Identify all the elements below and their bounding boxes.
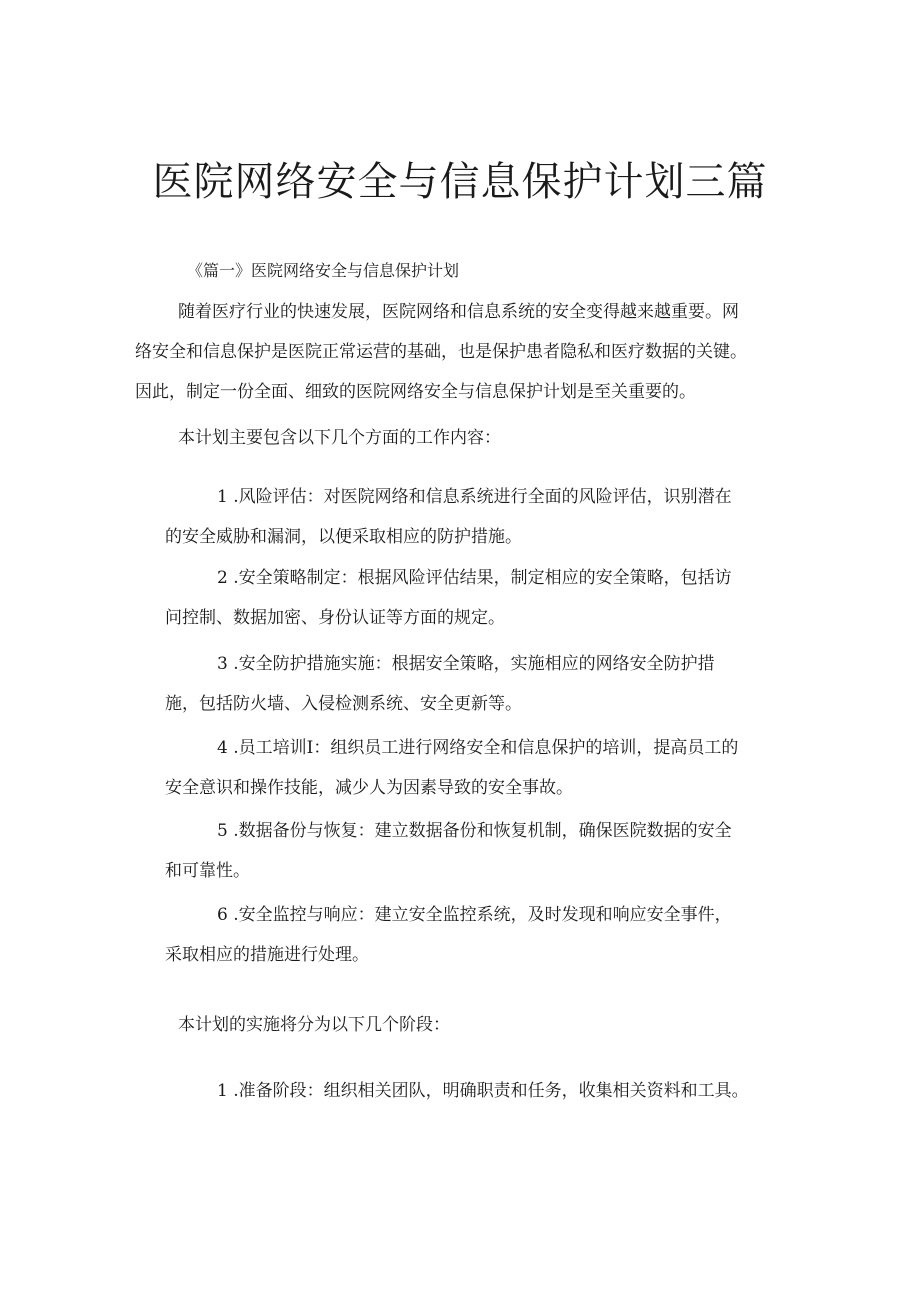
list-item-backup-recovery: 5 .数据备份与恢复：建立数据备份和恢复机制，确保医院数据的安全 (217, 821, 732, 841)
list-item-security-policy-cont: 问控制、数据加密、身份认证等方面的规定。 (165, 608, 505, 628)
phases-intro: 本计划的实施将分为以下几个阶段： (178, 1015, 450, 1035)
section-heading: 《篇一》医院网络安全与信息保护计划 (187, 261, 460, 280)
scope-intro: 本计划主要包含以下几个方面的工作内容： (178, 428, 501, 448)
intro-paragraph-line: 因此，制定一份全面、细致的医院网络安全与信息保护计划是至关重要的。 (135, 382, 696, 402)
list-item-staff-training-cont: 安全意识和操作技能，减少人为因素导致的安全事故。 (165, 778, 573, 798)
list-item-monitoring-response: 6 .安全监控与响应：建立安全监控系统，及时发现和响应安全事件， (217, 905, 732, 925)
list-item-risk-assessment-cont: 的安全威胁和漏洞，以便采取相应的防护措施。 (165, 527, 522, 547)
intro-paragraph-line: 随着医疗行业的快速发展，医院网络和信息系统的安全变得越来越重要。网 (178, 302, 739, 322)
document-title: 医院网络安全与信息保护计划三篇 (152, 159, 768, 205)
list-item-monitoring-response-cont: 采取相应的措施进行处理。 (165, 945, 369, 965)
list-item-backup-recovery-cont: 和可靠性。 (165, 861, 250, 881)
intro-paragraph-line: 络安全和信息保护是医院正常运营的基础，也是保护患者隐私和医疗数据的关键。 (135, 342, 747, 362)
list-item-security-policy: 2 .安全策略制定：根据风险评估结果，制定相应的安全策略，包括访 (217, 568, 732, 588)
list-item-protection-measures: 3 .安全防护措施实施：根据安全策略，实施相应的网络安全防护措 (217, 654, 715, 674)
list-item-staff-training: 4 .员工培训I：组织员工进行网络安全和信息保护的培训，提高员工的 (217, 738, 739, 758)
list-item-risk-assessment: 1 .风险评估：对医院网络和信息系统进行全面的风险评估，识别潜在 (217, 487, 732, 507)
phase-item: 1 .准备阶段：组织相关团队，明确职责和任务，收集相关资料和工具。 (217, 1081, 749, 1101)
list-item-protection-measures-cont: 施，包括防火墙、入侵检测系统、安全更新等。 (165, 694, 522, 714)
